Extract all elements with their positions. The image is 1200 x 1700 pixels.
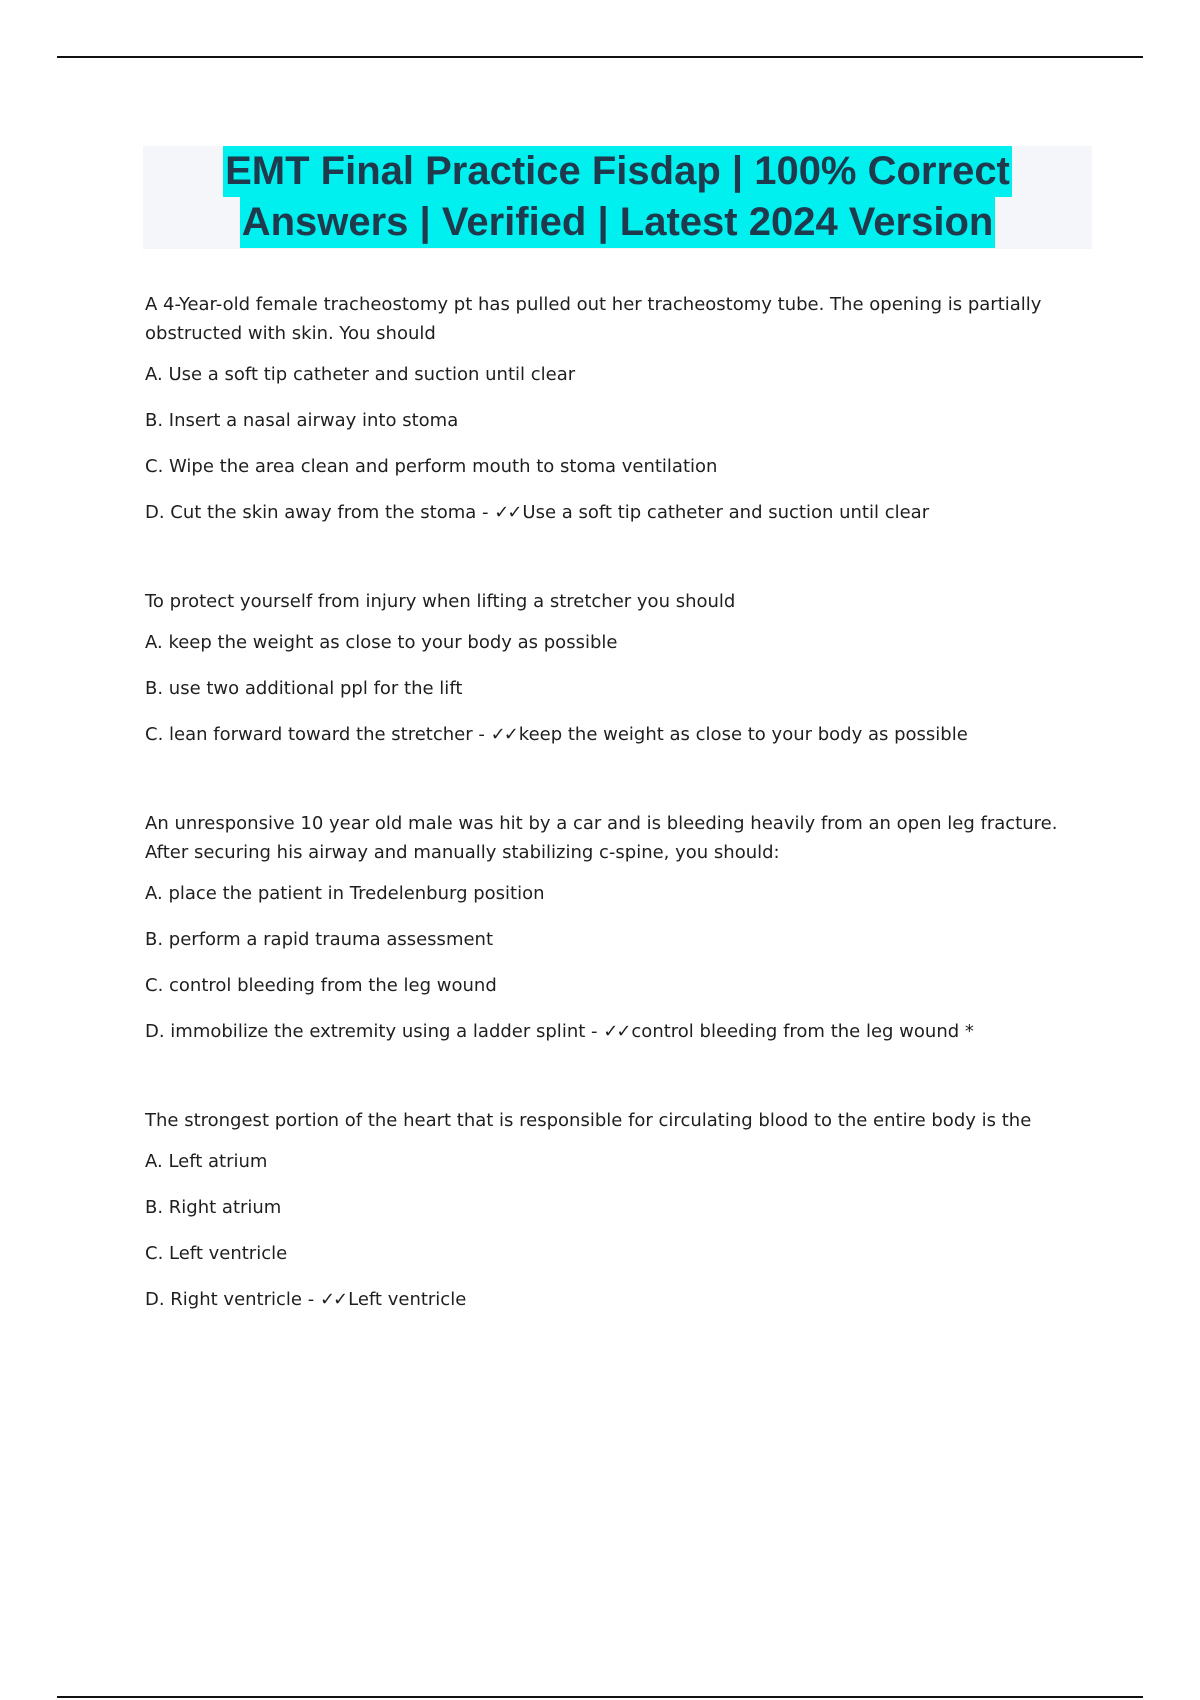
option-d-with-answer xyxy=(145,1020,1065,1044)
question-text: The strongest portion of the heart that is responsible for circulating blood to the entire body is the xyxy=(145,1110,1032,1131)
question-4 xyxy=(145,1106,1065,1312)
answer-separator: - xyxy=(476,502,495,523)
answer-separator: - xyxy=(585,1021,604,1042)
question-list xyxy=(145,290,1065,1312)
option-b: B. perform a rapid trauma assessment xyxy=(145,929,494,950)
question-text: A 4-Year-old female tracheostomy pt has pulled out her tracheostomy tube. The opening is partially obstructed with skin. You should xyxy=(145,294,1042,344)
option-c: C. lean forward toward the stretcher xyxy=(145,724,473,745)
option-c: C. control bleeding from the leg wound xyxy=(145,975,497,996)
option-a: A. Left atrium xyxy=(145,1151,268,1172)
answer-separator: - xyxy=(472,724,491,745)
bottom-rule xyxy=(57,1696,1143,1698)
question-1 xyxy=(145,290,1065,525)
option-b: B. Right atrium xyxy=(145,1197,282,1218)
correct-answer: Use a soft tip catheter and suction until clear xyxy=(522,502,930,523)
option-b: B. use two additional ppl for the lift xyxy=(145,678,463,699)
question-text: An unresponsive 10 year old male was hit by a car and is bleeding heavily from an open leg fracture. After securing his airway and manually stabilizing c-spine, you should: xyxy=(145,813,1058,863)
title-line-2: Answers | Verified | Latest 2024 Version xyxy=(240,197,996,248)
option-d: D. immobilize the extremity using a ladder splint xyxy=(145,1021,586,1042)
document-title xyxy=(143,146,1092,249)
option-d: D. Right ventricle xyxy=(145,1289,302,1310)
question-3 xyxy=(145,809,1065,1044)
question-2 xyxy=(145,587,1065,747)
correct-answer: Left ventricle xyxy=(348,1289,467,1310)
option-d-with-answer xyxy=(145,501,1065,525)
option-d-with-answer xyxy=(145,1288,1065,1312)
option-a: A. keep the weight as close to your body as possible xyxy=(145,632,618,653)
check-mark-icon: ✓✓ xyxy=(490,724,517,745)
option-c: C. Wipe the area clean and perform mouth to stoma ventilation xyxy=(145,456,718,477)
option-d: D. Cut the skin away from the stoma xyxy=(145,502,477,523)
option-b: B. Insert a nasal airway into stoma xyxy=(145,410,459,431)
correct-answer: control bleeding from the leg wound * xyxy=(631,1021,974,1042)
option-a: A. Use a soft tip catheter and suction until clear xyxy=(145,364,576,385)
check-mark-icon: ✓✓ xyxy=(603,1021,630,1042)
option-c-with-answer xyxy=(145,723,1065,747)
check-mark-icon: ✓✓ xyxy=(494,502,521,523)
top-rule xyxy=(57,56,1143,58)
check-mark-icon: ✓✓ xyxy=(319,1289,347,1310)
answer-separator: - xyxy=(302,1289,320,1310)
option-c: C. Left ventricle xyxy=(145,1243,288,1264)
option-a: A. place the patient in Tredelenburg position xyxy=(145,883,545,904)
question-text: To protect yourself from injury when lifting a stretcher you should xyxy=(145,591,736,612)
title-line-1: EMT Final Practice Fisdap | 100% Correct xyxy=(223,146,1012,197)
correct-answer: keep the weight as close to your body as possible xyxy=(518,724,968,745)
